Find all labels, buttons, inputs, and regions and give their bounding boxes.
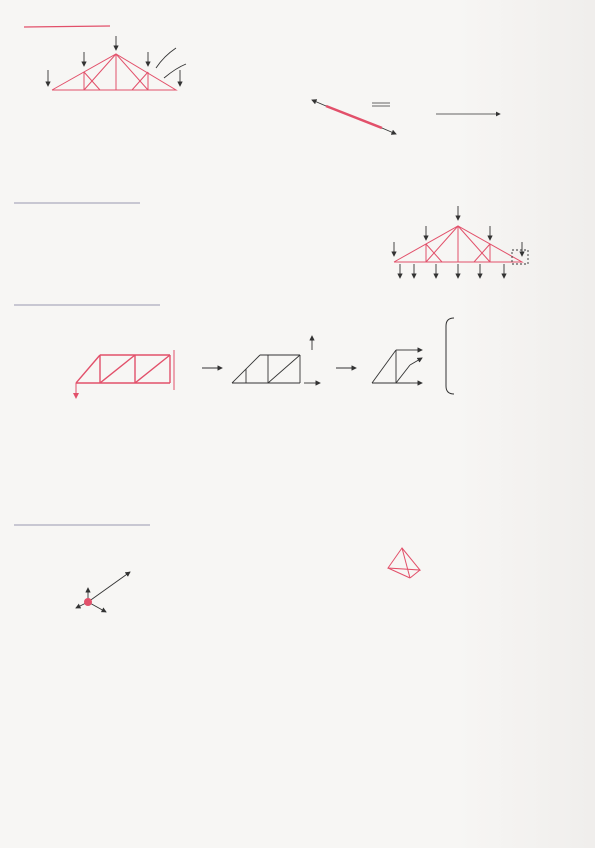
- ball-joint-diagram: [76, 572, 130, 612]
- intro-truss: [52, 54, 176, 90]
- nodos-truss-loads: [394, 206, 528, 278]
- nodos-truss: [394, 226, 522, 262]
- secciones-free-body: [372, 350, 422, 383]
- reminder-bracket: [446, 318, 454, 394]
- bar-ab-diagram: [312, 100, 500, 134]
- intro-truss-loads: [48, 36, 186, 86]
- secciones-truss: [76, 350, 174, 390]
- secciones-cut-truss: [232, 336, 320, 383]
- tetrahedron-truss: [388, 548, 420, 578]
- title-underline: [24, 26, 110, 27]
